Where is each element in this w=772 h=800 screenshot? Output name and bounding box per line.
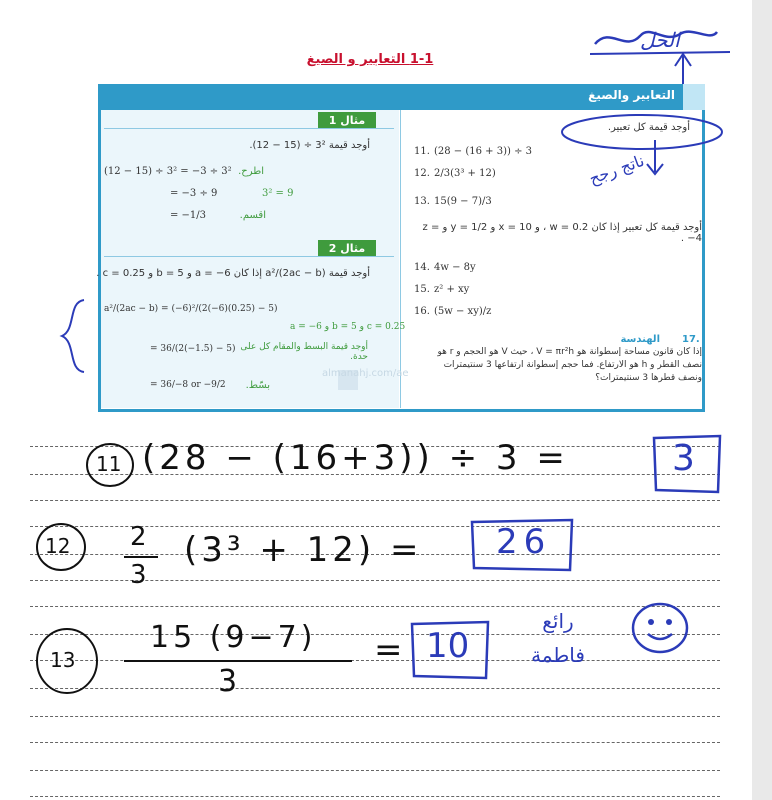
label-13: 13 xyxy=(50,648,76,672)
exercise-number: 17. xyxy=(682,334,700,345)
label-12: 12 xyxy=(45,534,71,558)
example-1-note-1: اطرح. xyxy=(238,166,264,177)
handwritten-side-note: ناتج رجح xyxy=(586,150,647,189)
exercise-number: 12. xyxy=(414,168,430,179)
watermark-text: almanahj.com/ae xyxy=(322,368,409,379)
exercise-expression: (28 − (16 + 3)) ÷ 3 xyxy=(434,146,532,157)
example-1-step-3: = −1/3 xyxy=(170,210,207,221)
exercise-expression: 2/3(3³ + 12) xyxy=(434,168,496,179)
exercise-expression: z² + xy xyxy=(434,284,470,295)
header-tab xyxy=(683,84,705,110)
exercises-intro: أوجد قيمة كل تعبير. xyxy=(607,122,690,133)
example-2-note-3: بسّط. xyxy=(245,380,270,391)
example-1-badge: مثال 1 xyxy=(318,112,376,129)
praise-text: رائع فاطمة xyxy=(531,609,585,667)
example-2-note-1: a = −6 و b = 5 و c = 0.25 xyxy=(290,322,406,332)
answer-11: 3 xyxy=(672,438,695,479)
ruled-line xyxy=(30,500,720,501)
example-1-note-2: 3² = 9 xyxy=(262,188,294,199)
fraction-13-denominator: 3 xyxy=(218,664,238,699)
example-2-step-1: a²/(2ac − b) = (−6)²/(2(−6)(0.25) − 5) xyxy=(104,304,278,314)
label-11: 11 xyxy=(96,452,122,476)
exercise-number: 11. xyxy=(414,146,430,157)
ruled-line xyxy=(30,742,720,743)
exercise-number: 14. xyxy=(414,262,430,273)
fraction-12-bar xyxy=(124,556,158,558)
example-1-rule xyxy=(104,128,394,129)
ruled-line xyxy=(30,606,720,607)
column-divider xyxy=(400,110,401,408)
fraction-13-bar xyxy=(124,660,352,662)
exercise-number: 15. xyxy=(414,284,430,295)
exercise-tag: الهندسة xyxy=(620,334,660,345)
exercise-expression: 15(9 − 7)/3 xyxy=(434,196,492,207)
example-2-step-2: = 36/(2(−1.5) − 5) xyxy=(150,344,236,354)
fraction-13-numerator: 15 (9−7) xyxy=(150,620,317,655)
ruled-line xyxy=(30,770,720,771)
example-1-note-3: اقسم. xyxy=(239,210,266,221)
example-2-prompt: أوجد قيمة a²/(2ac − b) إذا كان a = −6 و b = 5 و c = 0.25 . xyxy=(96,268,370,279)
answer-13: 10 xyxy=(426,626,470,666)
example-1-step-1: (12 − 15) ÷ 3² = −3 ÷ 3² xyxy=(104,166,232,177)
exercise-17-text: إذا كان قانون مساحة إسطوانة هو V = πr²h ، حيث V هو الحجم و r هو نصف القطر و h هو الارتفاع. فما حجم إسطوانة ارتفاعها 3 سنتيمترات ونصف قطرها 3 سنتيمترات؟ xyxy=(437,347,702,383)
exercises-intro-2: أوجد قيمة كل تعبير إذا كان w = 0.2 ، و x = 10 و y = 1/2 و z = −4 . xyxy=(422,222,702,244)
example-2-step-3: = 36/−8 or −9/2 xyxy=(150,380,226,390)
page-title: 1-1 التعابير و الصيغ xyxy=(306,52,434,67)
exercise-number: 13. xyxy=(414,196,430,207)
examples-column xyxy=(101,110,399,408)
example-1-step-2: = −3 ÷ 9 xyxy=(170,188,218,199)
smiley-icon xyxy=(630,600,690,660)
exercise-expression: 4w − 8y xyxy=(434,262,476,273)
example-2-badge: مثال 2 xyxy=(318,240,376,257)
handwritten-top-text: الحل xyxy=(640,28,680,52)
example-1-prompt: أوجد قيمة 3² ÷ (15 − 12). xyxy=(249,140,370,151)
fraction-12-numerator: 2 xyxy=(130,522,147,552)
ruled-line xyxy=(30,716,720,717)
ruled-line xyxy=(30,796,720,797)
handwritten-brace xyxy=(58,296,88,380)
solution-12: (3³ + 12) = xyxy=(184,530,423,570)
fraction-12-denominator: 3 xyxy=(130,560,147,590)
exercise-expression: (5w − xy)/z xyxy=(434,306,492,317)
answer-12: 26 xyxy=(496,522,552,562)
example-2-rule xyxy=(104,256,394,257)
exercise-number: 16. xyxy=(414,306,430,317)
solution-11: (28 − (16+3)) ÷ 3 = xyxy=(142,438,569,478)
section-title: التعابير والصيغ xyxy=(588,88,675,102)
textbook-header xyxy=(98,84,705,110)
example-2-note-2: أوجد قيمة البسط والمقام كل على حدة. xyxy=(240,342,368,362)
ruled-line xyxy=(30,688,720,689)
equals-13: = xyxy=(374,630,403,670)
